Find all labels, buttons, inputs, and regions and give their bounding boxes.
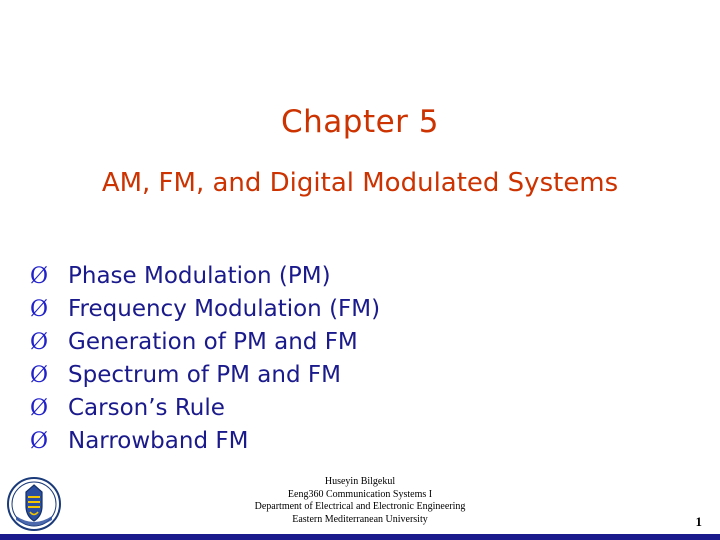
bullet-arrow-icon: Ø (30, 330, 49, 355)
list-item-label: Carson’s Rule (68, 395, 225, 421)
bullet-arrow-icon: Ø (30, 396, 49, 421)
credits-block (0, 476, 720, 526)
bullet-arrow-icon: Ø (30, 363, 49, 388)
credit-department: Department of Electrical and Electronic Engineering (254, 501, 466, 512)
bullet-arrow-icon: Ø (30, 297, 49, 322)
list-item-label: Frequency Modulation (FM) (68, 296, 381, 322)
credit-author: Huseyin Bilgekul (324, 476, 396, 487)
bullet-arrow-icon: Ø (30, 429, 49, 454)
bullet-arrow-icon: Ø (30, 264, 49, 289)
bullet-list (30, 260, 670, 458)
page-subtitle: AM, FM, and Digital Modulated Systems (101, 168, 619, 198)
bottom-accent-bar (0, 534, 720, 540)
page-title: Chapter 5 (280, 104, 440, 140)
list-item (30, 392, 670, 425)
list-item-label: Narrowband FM (68, 428, 249, 454)
list-item-label: Generation of PM and FM (68, 329, 358, 355)
page-number: 1 (695, 514, 702, 529)
list-item (30, 326, 670, 359)
list-item (30, 425, 670, 458)
list-item-label: Phase Modulation (PM) (68, 263, 331, 289)
list-item (30, 293, 670, 326)
list-item (30, 359, 670, 392)
list-item (30, 260, 670, 293)
emu-logo-icon (6, 476, 62, 532)
credit-course: Eeng360 Communication Systems I (287, 488, 433, 500)
list-item-label: Spectrum of PM and FM (68, 362, 341, 388)
credit-university: Eastern Mediterranean University (292, 513, 428, 525)
